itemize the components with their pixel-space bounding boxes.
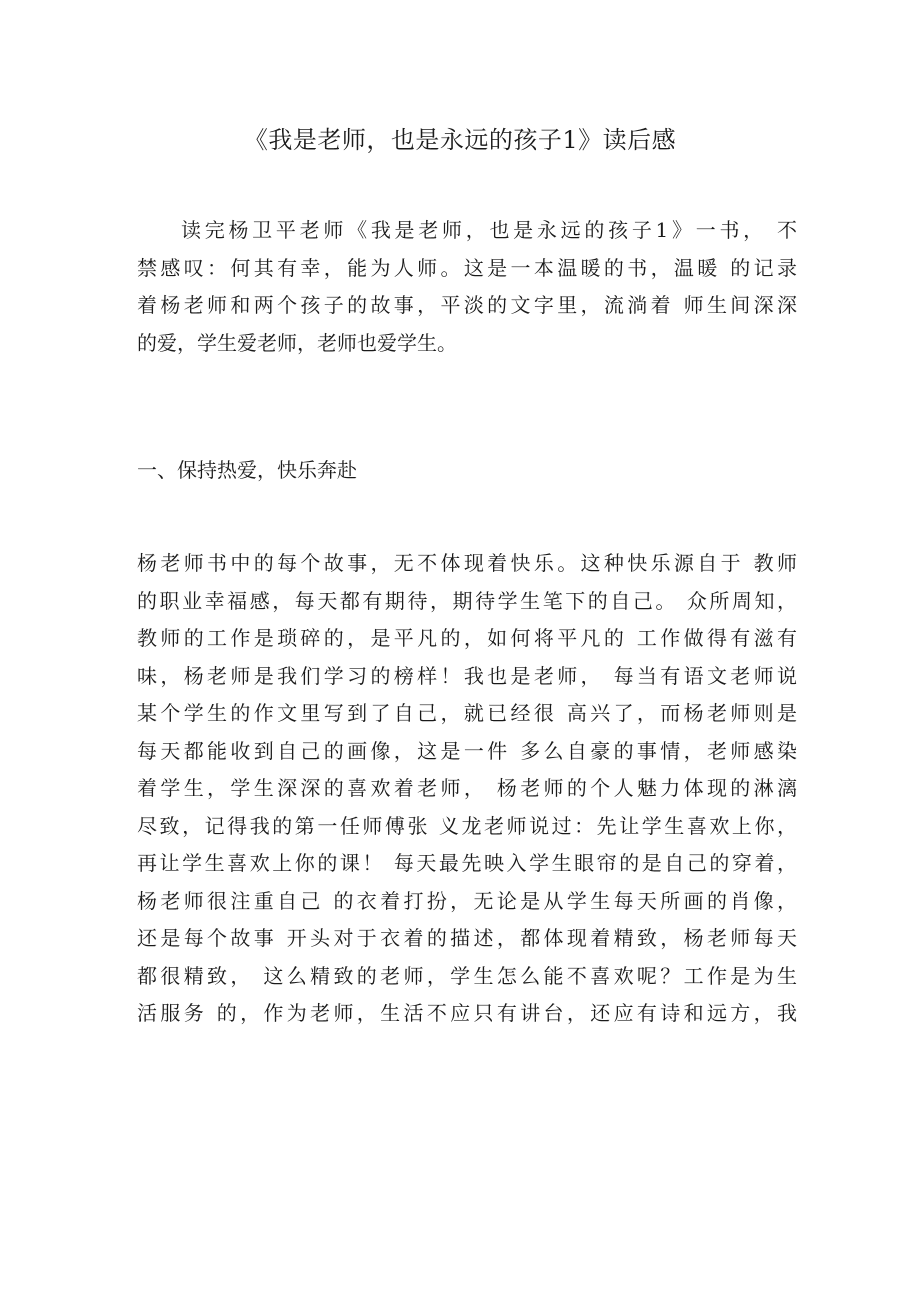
body-line: 都很精致， 这么精致的老师，学生怎么能不喜欢呢？工作是为生: [137, 963, 797, 988]
body-line: 某个学生的作文里写到了自己，就已经很 高兴了，而杨老师则是: [137, 701, 797, 725]
body-line: 味，杨老师是我们学习的榜样！我也是老师， 每当有语文老师说: [137, 663, 797, 688]
body-line: 每天都能收到自己的画像，这是一件 多么自豪的事情，老师感染: [137, 738, 797, 763]
intro-line: 的爱，学生爱老师，老师也爱学生。: [137, 330, 457, 355]
body-line: 杨老师书中的每个故事，无不体现着快乐。这种快乐源自于 教师: [137, 551, 797, 575]
intro-line: 着杨老师和两个孩子的故事，平淡的文字里，流淌着 师生间深深: [137, 293, 797, 317]
section-heading: 一、保持热爱，快乐奔赴: [137, 458, 357, 482]
body-line: 还是每个故事 开头对于衣着的描述，都体现着精致，杨老师每天: [137, 926, 797, 950]
intro-paragraph: [137, 212, 797, 362]
body-line: 尽致，记得我的第一任师傅张 义龙老师说过：先让学生喜欢上你，: [137, 813, 797, 838]
body-line: 活服务 的，作为老师，生活不应只有讲台，还应有诗和远方，我: [137, 1001, 797, 1025]
intro-line: 读完杨卫平老师《我是老师，也是永远的孩子1》一书， 不: [181, 218, 797, 242]
document-title: 《我是老师，也是永远的孩子1》读后感: [243, 126, 677, 154]
body-line: 教师的工作是琐碎的，是平凡的，如何将平凡的 工作做得有滋有: [137, 626, 797, 650]
intro-line: 禁感叹：何其有幸，能为人师。这是一本温暖的书，温暖 的记录: [137, 255, 797, 280]
body-line: 杨老师很注重自己 的衣着打扮，无论是从学生每天所画的肖像，: [137, 888, 797, 913]
body-line: 的职业幸福感，每天都有期待，期待学生笔下的自己。 众所周知，: [137, 588, 797, 613]
body-line: 着学生，学生深深的喜欢着老师， 杨老师的个人魅力体现的淋漓: [137, 776, 797, 800]
section1-paragraph: [137, 545, 797, 1033]
body-line: 再让学生喜欢上你的课！ 每天最先映入学生眼帘的是自己的穿着，: [137, 851, 797, 875]
